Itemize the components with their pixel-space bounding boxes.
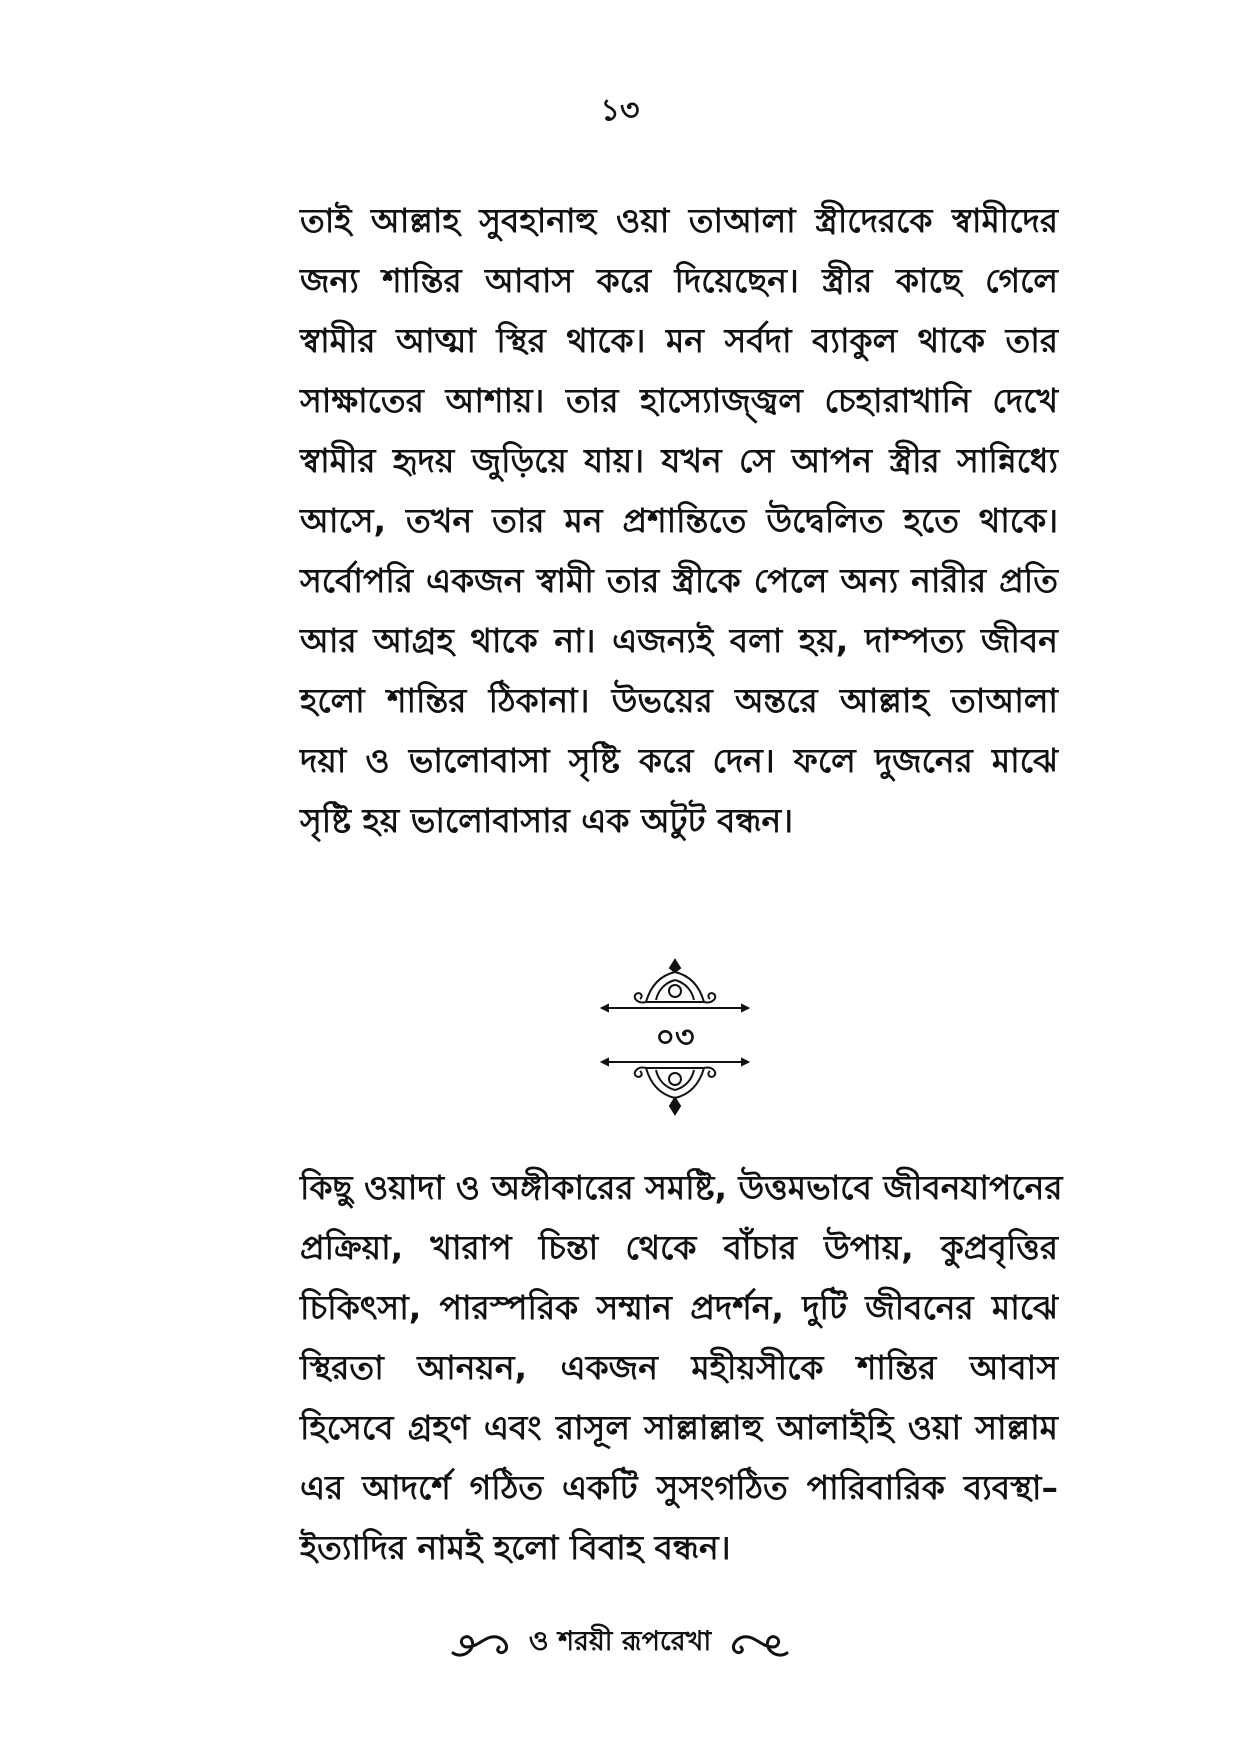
paragraph-2 <box>300 1158 1063 1578</box>
paragraph-line: চিকিৎসা, পারস্পরিক সম্মান প্রদর্শন, দুটি জীবনের মাঝে <box>300 1288 1058 1327</box>
paragraph-line: স্বামীর হৃদয় জুড়িয়ে যায়। যখন সে আপন স্ত্রীর সান্নিধ্যে <box>300 441 1058 480</box>
paragraph-line: প্রক্রিয়া, খারাপ চিন্তা থেকে বাঁচার উপায়, কুপ্রবৃত্তির <box>300 1228 1058 1267</box>
paragraph-line: কিছু ওয়াদা ও অঙ্গীকারের সমষ্টি, উত্তমভাবে জীবনযাপনের <box>300 1168 1063 1207</box>
paragraph-line: হলো শান্তির ঠিকানা। উভয়ের অন্তরে আল্লাহ তাআলা <box>300 681 1058 720</box>
chapter-number: ০৩ <box>655 1020 695 1055</box>
paragraph-line: স্থিরতা আনয়ন, একজন মহীয়সীকে শান্তির আবাস <box>300 1348 1058 1387</box>
footer-text: ও শরয়ী রূপরেখা <box>528 1625 712 1657</box>
paragraph-line: ইত্যাদির নামই হলো বিবাহ বন্ধন। <box>300 1528 731 1567</box>
paragraph-line: দয়া ও ভালোবাসা সৃষ্টি করে দেন। ফলে দুজনের মাঝে <box>300 741 1058 780</box>
paragraph-line: সৃষ্টি হয় ভালোবাসার এক অটুট বন্ধন। <box>300 801 794 840</box>
paragraph-line: আর আগ্রহ থাকে না। এজন্যই বলা হয়, দাম্পত্য জীবন <box>300 621 1058 660</box>
paragraph-1 <box>300 191 1058 851</box>
left-flourish-icon <box>449 1623 513 1663</box>
page-number: ১৩ <box>600 93 640 128</box>
paragraph-line: জন্য শান্তির আবাস করে দিয়েছেন। স্ত্রীর কাছে গেলে <box>300 261 1058 300</box>
paragraph-line: সাক্ষাতের আশায়। তার হাস্যোজ্জ্বল চেহারাখানি দেখে <box>300 381 1058 420</box>
chapter-ornament <box>600 958 750 1118</box>
paragraph-line: তাই আল্লাহ সুবহানাহু ওয়া তাআলা স্ত্রীদেরকে স্বামীদের <box>300 201 1058 240</box>
paragraph-line: হিসেবে গ্রহণ এবং রাসূল সাল্লাল্লাহু আলাইহি ওয়া সাল্লাম <box>300 1408 1058 1447</box>
paragraph-line: স্বামীর আত্মা স্থির থাকে। মন সর্বদা ব্যাকুল থাকে তার <box>300 321 1058 360</box>
paragraph-line: আসে, তখন তার মন প্রশান্তিতে উদ্বেলিত হতে থাকে। <box>300 501 1058 540</box>
paragraph-line: সর্বোপরি একজন স্বামী তার স্ত্রীকে পেলে অন্য নারীর প্রতি <box>300 561 1058 600</box>
right-flourish-icon <box>727 1623 791 1663</box>
running-footer <box>0 1618 1240 1668</box>
paragraph-line: এর আদর্শে গঠিত একটি সুসংগঠিত পারিবারিক ব্যবস্থা– <box>300 1468 1058 1507</box>
